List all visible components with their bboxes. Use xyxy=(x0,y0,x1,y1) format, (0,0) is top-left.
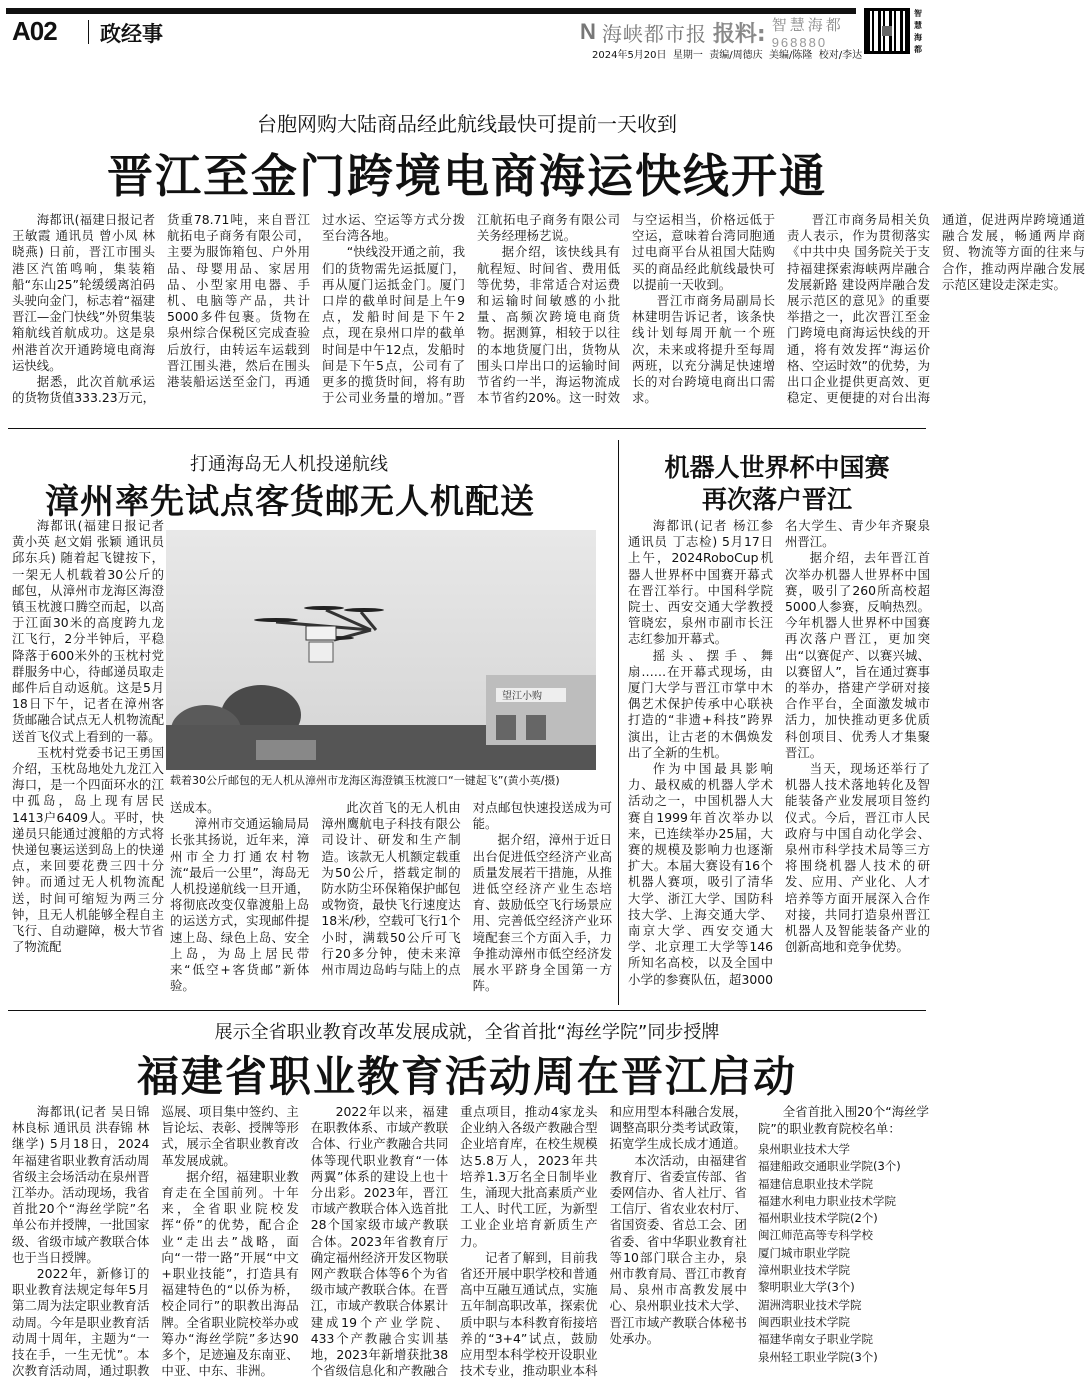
paragraph: 海都讯(记者 吴日锦 林良标 通讯员 洪春锦 林继学) 5月18日，2024年福建省职业教育活动周省级主会场活动在泉州晋江举办。活动现场，我省首批20个“海丝学院”名单公布并授牌，一批国家级、省级市域产教联合体也于当日授牌。 xyxy=(12,1104,150,1265)
paragraph: 据介绍，该快线具有航程短、时间省、费用低等优势，非常适合对运费和运输时间敏感的小批量、高频次跨境电商货物。据测算，相较于以往的本地货厦门出，货物从围头口岸出口的运输时间节省约一半，海运物流成本节省约20%。这一时效与空运相当，价格远低于空运，意味着台湾同胞通过电商平台从祖国大陆购买的商品经此航线最快可以提前一天收到。 xyxy=(477,212,775,406)
paragraph: 送成本。 xyxy=(170,800,220,815)
proofreader: 校对/李达 xyxy=(818,50,863,61)
article1-headline: 晋江至金门跨境电商海运快线开通 xyxy=(107,149,827,203)
list-item: 湄洲湾职业技术学院 xyxy=(758,1297,862,1312)
list-intro: 全省首批入围20个“海丝学院”的职业教育院校名单： xyxy=(758,1104,929,1136)
divider xyxy=(8,1010,926,1011)
paragraph: 此次首飞的无人机由漳州鹰航电子科技有限公司设计、研发和生产制造。该款无人机额定载重为50公斤，搭载定制的防水防尘环保箱保护邮包或物资，最快飞行速度达18米/秒，空载可飞行1个小时，满载50公斤可飞行20多分钟，使未来漳州市周边岛屿与陆上的点对点邮包快速投送成为可能。 xyxy=(321,800,612,978)
list-item: 闽西职业技术学院 xyxy=(758,1314,850,1329)
paragraph: 作为中国最具影响力、最权威的机器人学术活动之一，中国机器人大赛自1999年首次举办以来，已连续举办25届，大赛的规模及影响力也逐渐扩大。本届大赛设有16个机器人赛项，吸引了清华大学、浙江大学、国防科技大学、上海交通大学、南京大学、西安交通大学、北京理工大学等146所知名高校，以及全国中小学的参赛队伍，超3000名大学生、青少年齐聚泉州晋江。 xyxy=(628,518,930,987)
paragraph: 海都讯(福建日报记者 黄小英 赵文娟 张颖 通讯员 邱东兵) 随着起飞键按下，一架无人机载着30公斤的邮包，从漳州市龙海区海澄镇玉枕渡口腾空而起，以高于江面30米的高度跨九龙江飞行，2分半钟后，平稳降落于600米外的玉枕村党群服务中心，待邮递员取走邮件后自动返航。这是5月18日下午，记者在漳州客货邮融合试点无人机物流配送首飞仪式上看到的一幕。 xyxy=(12,518,164,744)
article4-subtitle: 展示全省职业教育改革发展成就，全省首批“海丝学院”同步授牌 xyxy=(214,1022,720,1043)
article2-subtitle: 打通海岛无人机投递航线 xyxy=(190,454,388,475)
divider xyxy=(88,20,89,44)
article3-body xyxy=(628,518,930,1008)
page-number: A02 xyxy=(12,16,57,46)
editor: 责编/周德庆 xyxy=(709,50,763,61)
paragraph: 据介绍，去年晋江首次举办机器人世界杯中国赛，吸引了260所高校超5000人参赛，反响热烈。今年机器人世界杯中国赛再次落户晋江，更加突出“以赛促产、以赛兴城、以赛留人”，旨在通过赛事的举办，搭建产学研对接合作平台，全面激发城市活力，加快推动更多优质科创项目、优秀人才集聚晋江。 xyxy=(785,550,930,760)
haisi-college-list xyxy=(758,1104,930,1366)
paragraph: 海都讯(福建日报记者 王敏霞 通讯员 曾小凤 林晓燕) 日前，晋江市围头港区汽笛鸣响，集装箱船“东山25”轮缓缓离泊码头驶向金门，标志着“福建晋江—金门快线”外贸集装箱航线首航成功。这是泉州港首次开通跨境电商海运快线。 xyxy=(12,212,155,373)
paragraph: 当天，现场还举行了机器人技术落地转化及智能装备产业发展项目签约仪式。今后，晋江市人民政府与中国自动化学会、泉州市科学技术局等三方将围绕机器人技术的研发、应用、产业化、人才培养等方面开展深入合作对接，共同打造泉州晋江机器人及智能装备产业的创新高地和竞争优势。 xyxy=(785,761,930,955)
list-item: 福建船政交通职业学院(3个) xyxy=(758,1159,901,1174)
list-item: 泉州职业技术大学 xyxy=(758,1142,850,1156)
newspaper-logo xyxy=(580,14,844,50)
list-item: 闽江师范高等专科学校 xyxy=(758,1228,873,1243)
paragraph: 海都讯(记者 杨江参 通讯员 丁志检) 5月17日上午，2024RoboCup机器人世界杯中国赛开幕式在晋江举行。中国科学院院士、西安交通大学教授管晓宏，泉州市副市长汪志红参加开幕式。 xyxy=(628,518,773,647)
paragraph: 晋江市商务局相关负责人表示，作为贯彻落实《中共中央 国务院关于支持福建探索海峡两岸融合发展新路 建设两岸融合发展示范区的意见》的重要举措之一，此次晋江至金门跨境电商海运快线的开通，将有效发挥“海运价格、空运时效”的优势，为出口企业提供更高效、更稳定、更便捷的对台出海通道，促进两岸跨境通道融合发展，畅通两岸商贸、物流等方面的往来与合作，推动两岸融合发展示范区建设走深走实。 xyxy=(787,212,1085,406)
list-item: 福建华南女子职业学院 xyxy=(758,1332,873,1347)
article4-body xyxy=(12,1104,747,1382)
article2-headline: 漳州率先试点客货邮无人机配送 xyxy=(45,482,535,522)
paragraph: 据介绍，漳州于近日出台促进低空经济产业高质量发展若干措施，从推进低空经济产业生态培育、鼓励低空飞行场景应用、完善低空经济产业环境配套三个方面入手，力争推动漳州市低空经济发展水平跻身全国第一方阵。 xyxy=(472,832,612,994)
weekday: 星期一 xyxy=(672,50,703,61)
article2-body-lower xyxy=(170,800,612,1005)
list-item: 厦门城市职业学院 xyxy=(758,1245,850,1260)
divider xyxy=(618,440,619,1005)
list-item: 福州职业技术学院(2个) xyxy=(758,1211,878,1226)
article3-headline-line1: 机器人世界杯中国赛 xyxy=(664,453,890,482)
paragraph: 据悉，此次首航承运的货物货值333.23万元，货重78.71吨，来自晋江航拓电子商务有限公司，主要为服饰箱包、户外用品、母婴用品、家居用品、小型家用电器、手机、电脑等产品，共计5000多件包裹。货物在泉州综合保税区完成查验后放行，由转运车运载到晋江围头港，然后在围头港装船运送至金门，再通过水运、空运等方式分拨至台湾各地。 xyxy=(12,212,465,406)
dateline xyxy=(592,46,862,61)
tip-phone: 968880 xyxy=(771,35,828,50)
photo-caption: 载着30公斤邮包的无人机从漳州市龙海区海澄镇玉枕渡口“一键起飞”(黄小英/摄) xyxy=(170,774,560,787)
article3-headline-line2: 再次落户晋江 xyxy=(701,485,852,514)
paragraph: 据介绍，福建职业教育走在全国前列。十年来，全省职业院校发挥“侨”的优势，配合企业“走出去”战略，面向“一带一路”开展“中文+职业技能”，打造具有福建特色的“以侨为桥，校企同行”的职教出海品牌。全省职业院校举办或筹办“海丝学院”多达90多个，足迹遍及东南亚、中亚、中东、非洲。 xyxy=(161,1168,299,1379)
paragraph: 摇头、摆手、舞扇……在开幕式现场，由厦门大学与晋江市掌中木偶艺术保护传承中心联袂打造的“非遗+科技”跨界演出，让古老的木偶焕发出了全新的生机。 xyxy=(628,647,773,760)
divider xyxy=(8,428,926,429)
list-item: 漳州职业技术学院 xyxy=(758,1263,850,1278)
list-item: 福建信息职业技术学院 xyxy=(758,1176,873,1191)
paragraph: “快线没开通之前，我们的货物需先运抵厦门，再从厦门运抵金门。厦门口岸的截单时间是上午9点，发船时间是下午2点，现在泉州口岸的截单时间是中午12点，发船时间是下午5点，公司有了更多的揽货时间，将有助于公司业务量的增加。”晋江航拓电子商务有限公司关务经理杨艺说。 xyxy=(322,212,620,406)
article1-subtitle: 台胞网购大陆商品经此航线最快可提前一天收到 xyxy=(257,112,677,136)
issue-date: 2024年5月20日 xyxy=(592,50,667,61)
paragraph: 记者了解到，目前我省还开展中职学校和普通高中互融互通试点，实施五年制高职改革，探索优质中职与本科教育衔接培养的“3+4”试点，鼓励应用型本科学校开设职业技术专业，推动职业本科和应用型本科融合发展，调整高职分类考试政策，拓宽学生成长成才通道。 xyxy=(460,1104,747,1379)
paragraph: 2022年以来，福建在职教体系、市域产教联合体、行业产教融合共同体等现代职业教育“一体两翼”体系的建设上也十分出彩。2023年，晋江市域产教联合体入选首批28个国家级市域产教联合体。2023年省教育厅确定福州经济开发区物联网产教联合体等6个为省级市域产教联合体。在晋江，市域产教联合体累计建成19个产业学院、433个产教融合实训基地，2023年新增获批38个省级信息化和产教融合重点项目，推动4家龙头企业纳入各级产教融合型企业培育库，在校生规模达5.8万人，2023年共培养1.3万名全日制毕业生，涌现大批高素质产业工人、时代工匠，为新型工业企业培育新质生产力。 xyxy=(310,1104,598,1379)
paragraph: 晋江市商务局副局长林建明告诉记者，该条快线计划每周开航一个班次，未来或将提升至每周两班，以充分满足快速增长的对台跨境电商出口需求。 xyxy=(632,293,775,406)
paragraph: 2022年，新修订的职业教育法规定每年5月第二周为法定职业教育活动周。今年是职业教育活动周十周年，主题为“一技在手，一生无忧”。本次教育活动周，通过职教巡展、项目集中签约、主旨论坛、表彰、授牌等形式，展示全省职业教育改革发展成就。 xyxy=(12,1104,299,1379)
shop-sign: 望江小购 xyxy=(502,691,542,702)
list-item: 黎明职业大学(3个) xyxy=(758,1280,855,1295)
qr-code-icon[interactable] xyxy=(864,8,910,54)
article4-headline: 福建省职业教育活动周在晋江启动 xyxy=(136,1052,797,1101)
paragraph: 本次活动，由福建省教育厅、省委宣传部、省委网信办、省人社厅、省工信厅、省农业农村厅、省国资委、省总工会、团省委、省中华职业教育社等10部门联合主办，泉州市教育局、晋江市教育局、泉州市高教发展中心、泉州职业技术大学、晋江市域产教联合体秘书处承办。 xyxy=(609,1152,747,1346)
paragraph: 漳州市交通运输局局长张其扬说，近年来，漳州市全力打通农村物流“最后一公里”，海岛无人机投递航线一旦开通，将彻底改变仅靠渡船上岛的运送方式，实现邮件提速上岛、绿色上岛、安全上岛，为岛上居民带来“低空+客货邮”新体验。 xyxy=(170,816,310,994)
qr-label: 智慧海都 xyxy=(914,9,922,54)
paper-name: 海峡都市报 xyxy=(601,21,707,46)
list-item: 福建水利电力职业技术学院 xyxy=(758,1193,896,1208)
list-item: 泉州轻工职业学院(3个) xyxy=(758,1349,878,1364)
logo-mark-icon: N xyxy=(580,19,596,44)
article2-body-left xyxy=(12,518,164,1003)
paragraph: 玉枕村党委书记王勇国介绍，玉枕岛地处九龙江入海口，是一个四面环水的江中孤岛，岛上现有居民1413户6409人。平时，快递员只能通过渡船的方式将快递包裹运送到岛上的快递点，来回要花费三四十分钟。而通过无人机物流配送，时间可缩短为两三分钟，且无人机能够全程自主飞行、自动避障，极大节省了物流配 xyxy=(12,744,164,955)
article1-body xyxy=(12,212,1085,412)
tip-brand: 智慧海都 xyxy=(771,16,844,34)
designer: 美编/陈隆 xyxy=(769,50,813,61)
tip-label: 报料: xyxy=(712,21,766,47)
section-title: 政经事 xyxy=(100,21,163,46)
drone-photo xyxy=(166,530,596,770)
